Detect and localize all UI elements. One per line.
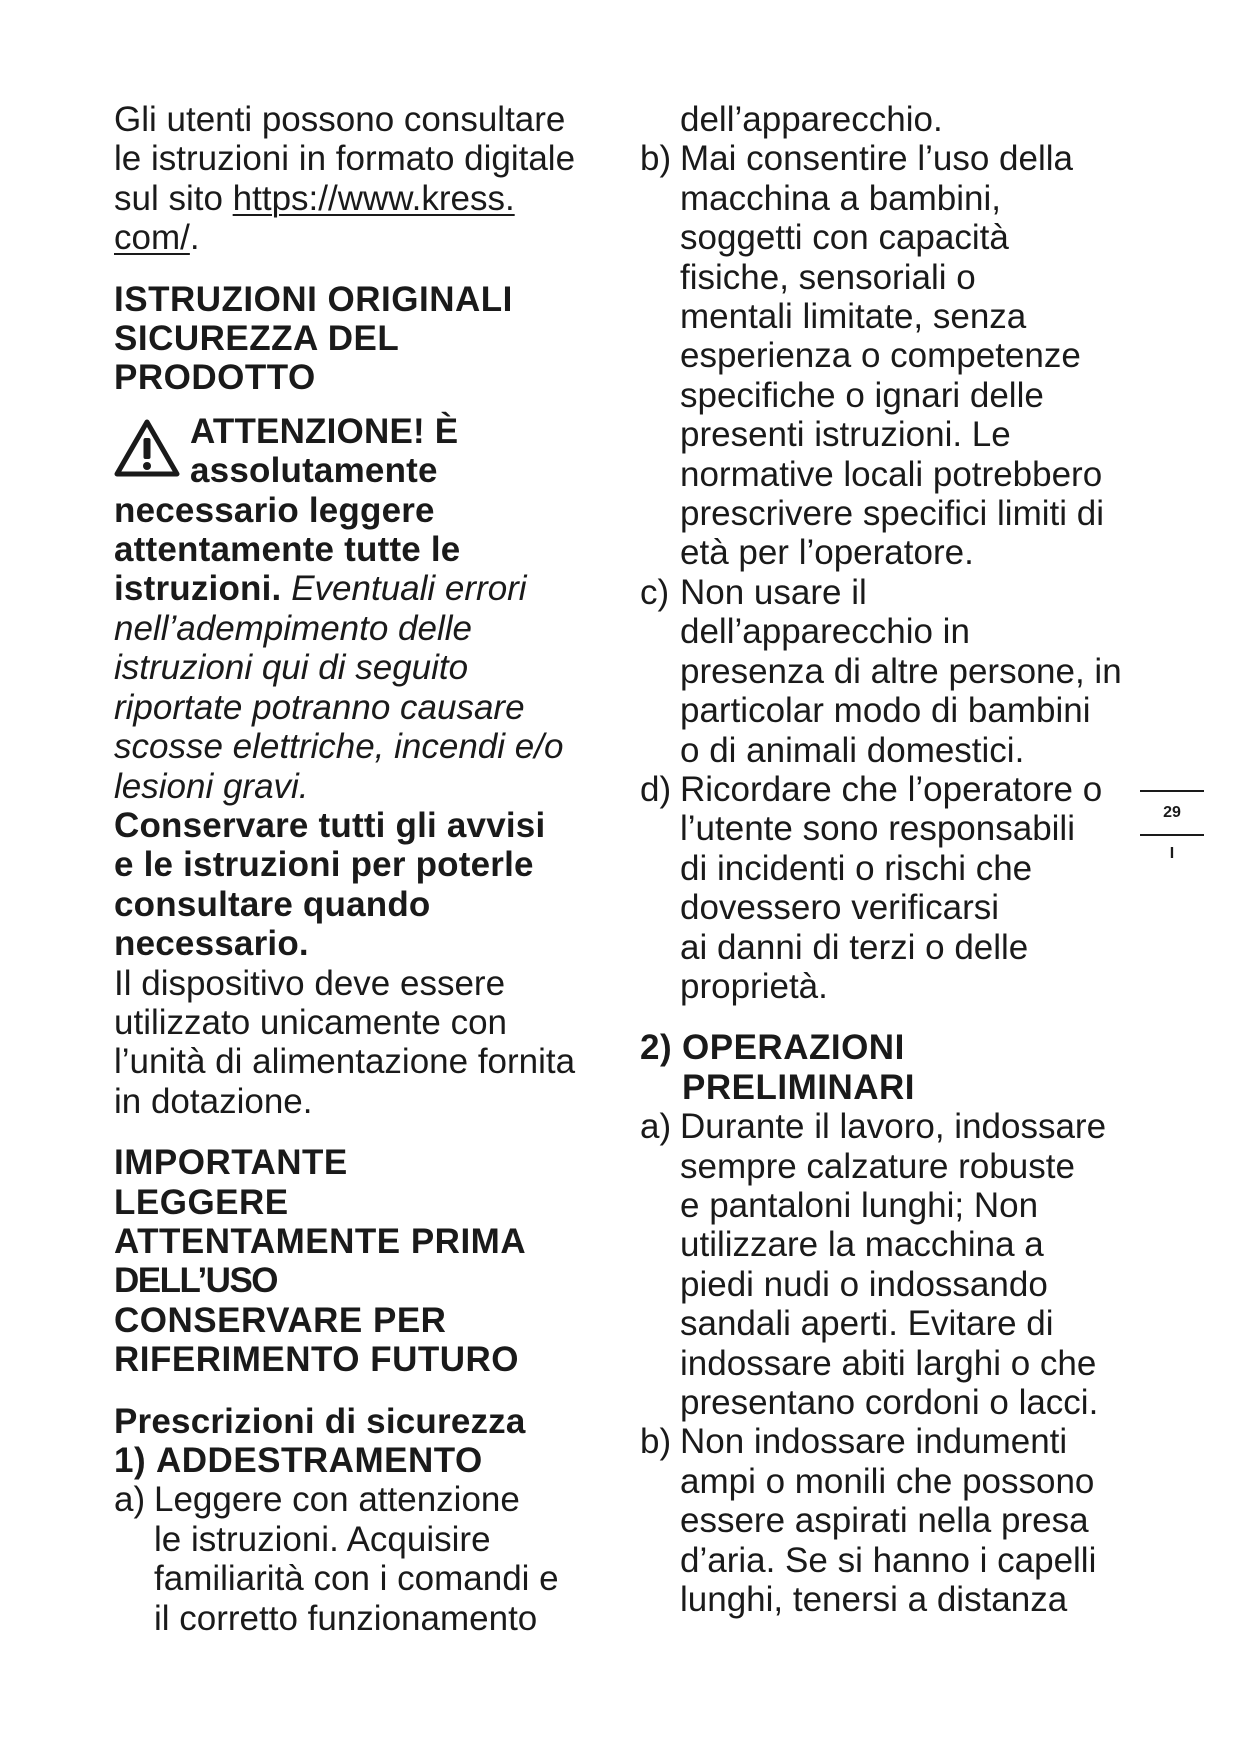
- section-1-heading: 1) ADDESTRAMENTO: [114, 1441, 483, 1480]
- warning-text: necessario leggere attentamente tutte le istruzioni. Eventuali errori nell’adempimento delle istruzioni qui di seguito riportate potranno causare scosse elettriche, incendi e/o lesioni gravi.: [114, 490, 564, 806]
- right-column: [640, 100, 1140, 1619]
- list-item: b) Mai consentire l’uso della macchina a bambini, soggetti con capacità fisiche, sensoriali o mentali limitate, senza esperienza o competenze specifiche o ignari delle presenti istruzioni. Le normative locali potrebbero prescrivere specifici limiti di età per l’operatore.: [640, 139, 1104, 573]
- intro-line: le istruzioni in formato digitale: [114, 139, 576, 179]
- kress-website-link-continued[interactable]: com/: [114, 218, 190, 258]
- intro-period: .: [189, 218, 200, 258]
- left-column: [114, 100, 614, 1638]
- list-item: d) Ricordare che l’operatore o l’utente sono responsabili di incidenti o rischi che dovessero verificarsi ai danni di terzi o delle proprietà.: [640, 769, 1103, 1006]
- intro-line: Gli utenti possono consultare: [114, 100, 566, 139]
- section-2-heading: 2) OPERAZIONI PRELIMINARI: [640, 1028, 915, 1107]
- power-supply-text: Il dispositivo deve essere utilizzato unicamente con l’unità di alimentazione fornita in dotazione.: [114, 963, 576, 1121]
- kress-website-link[interactable]: https://www.kress.: [232, 178, 515, 218]
- keep-instructions-text: Conservare tutti gli avvisi e le istruzioni per poterle consultare quando necessario.: [114, 805, 546, 964]
- warning-title: ATTENZIONE! È assolutamente: [190, 411, 459, 491]
- list-item: a) Leggere con attenzione le istruzioni. Acquisire familiarità con i comandi e il corretto funzionamento: [114, 1480, 559, 1638]
- intro-paragraph: [114, 100, 614, 258]
- page-marker: [1140, 790, 1204, 864]
- important-heading: IMPORTANTE LEGGERE ATTENTAMENTE PRIMA DELL’USO CONSERVARE PER RIFERIMENTO FUTURO: [114, 1143, 527, 1380]
- intro-line: sul sito: [114, 178, 233, 218]
- page-number: 29: [1163, 804, 1181, 821]
- warning-triangle-icon: [114, 418, 180, 478]
- list-item: b) Non indossare indumenti ampi o monili che possono essere aspirati nella presa d’aria. Se si hanno i capelli lunghi, tenersi a distanza: [640, 1422, 1097, 1620]
- language-code: I: [1169, 845, 1175, 862]
- list-item-continuation: dell’apparecchio.: [680, 100, 943, 139]
- list-item: a) Durante il lavoro, indossare sempre calzature robuste e pantaloni lunghi; Non utilizzare la macchina a piedi nudi o indossando sandali aperti. Evitare di indossare abiti larghi o che presentano cordoni o lacci.: [640, 1107, 1107, 1422]
- safety-prescriptions-title: Prescrizioni di sicurezza: [114, 1401, 526, 1441]
- warning-block: [114, 412, 614, 806]
- original-instructions-heading: ISTRUZIONI ORIGINALI SICUREZZA DEL PRODOTTO: [114, 279, 513, 398]
- list-item: c) Non usare il dell’apparecchio in presenza di altre persone, in particolar modo di bambini o di animali domestici.: [640, 572, 1122, 770]
